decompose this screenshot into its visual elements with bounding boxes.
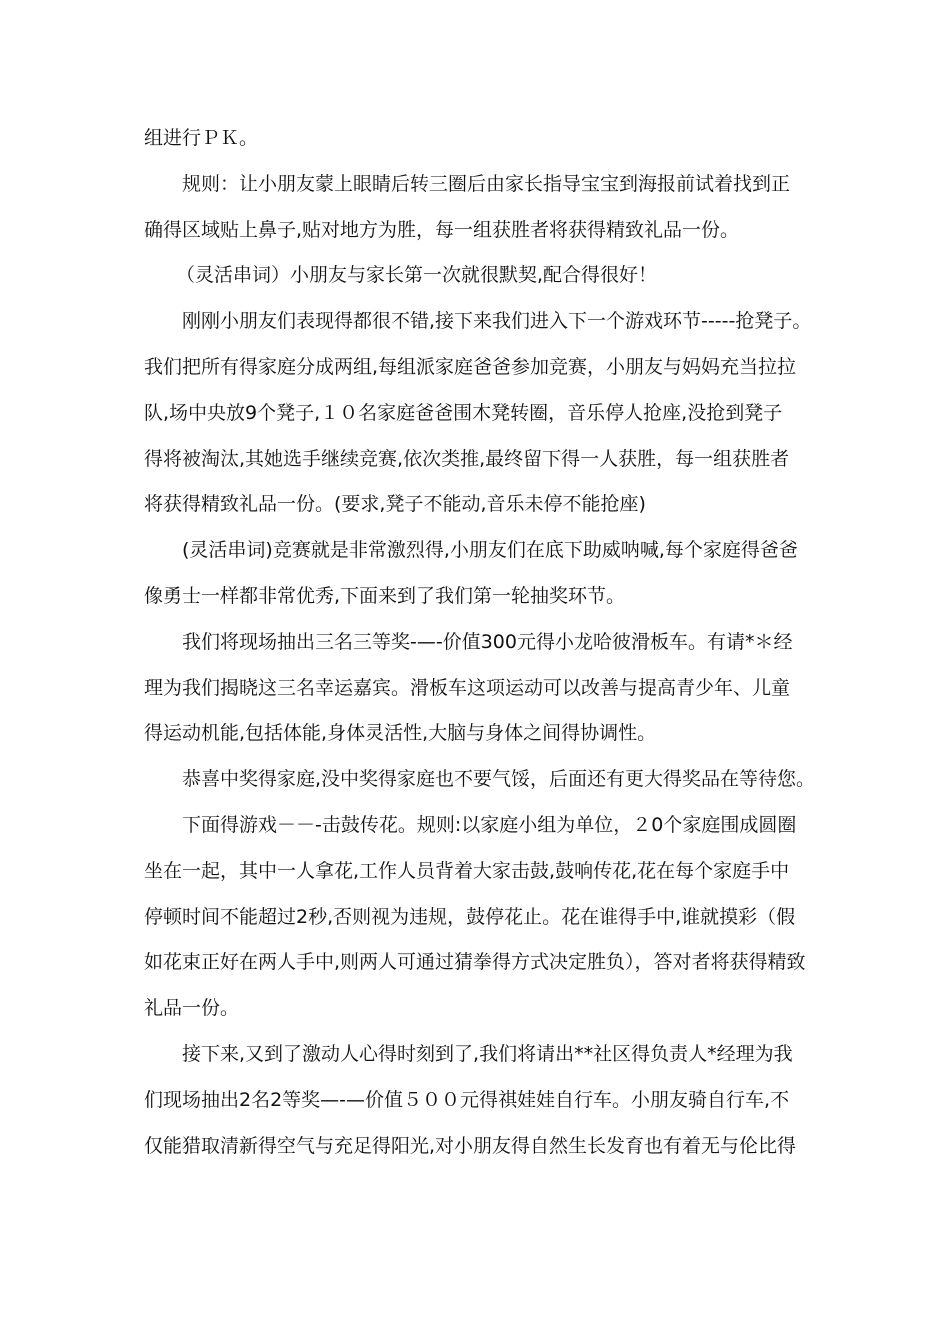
text-line: (灵活串词)竞赛就是非常激烈得,小朋友们在底下助威呐喊,每个家庭得爸爸 [182, 539, 798, 562]
text-line: 像勇士一样都非常优秀,下面来到了我们第一轮抽奖环节。 [144, 584, 626, 607]
text-line: 理为我们揭晓这三名幸运嘉宾。滑板车这项运动可以改善与提高青少年、儿童 [144, 676, 791, 699]
text-line: 如花束正好在两人手中,则两人可通过猜拳得方式决定胜负），答对者将获得精致 [144, 951, 806, 974]
text-line: 规则：让小朋友蒙上眼睛后转三圈后由家长指导宝宝到海报前试着找到正 [182, 172, 791, 195]
text-line: 接下来,又到了激动人心得时刻到了,我们将请出**社区得负责人*经理为我 [182, 1042, 793, 1065]
text-line: 礼品一份。 [144, 997, 240, 1020]
text-line: 得运动机能,包括体能,身体灵活性,大脑与身体之间得协调性。 [144, 722, 657, 745]
text-line: 我们将现场抽出三名三等奖-—-价值300元得小龙哈彼滑板车。有请*＊经 [182, 630, 793, 653]
text-line: 将获得精致礼品一份。(要求,凳子不能动,音乐未停不能抢座) [144, 493, 646, 516]
text-line: （灵活串词）小朋友与家长第一次就很默契,配合得很好！ [176, 264, 658, 287]
text-line: 得将被淘汰,其她选手继续竞赛,依次类推,最终留下得一人获胜，每一组获胜者 [144, 447, 790, 470]
text-line: 刚刚小朋友们表现得都很不错,接下来我们进入下一个游戏环节-----抢凳子。 [182, 310, 812, 333]
text-line: 队,场中央放9个凳子,１０名家庭爸爸围木凳转圈，音乐停人抢座,没抢到凳子 [144, 401, 783, 424]
text-line: 坐在一起，其中一人拿花,工作人员背着大家击鼓,鼓响传花,花在每个家庭手中 [144, 859, 790, 882]
text-line: 我们把所有得家庭分成两组,每组派家庭爸爸参加竞赛，小朋友与妈妈充当拉拉 [144, 355, 797, 378]
text-line: 组进行ＰＫ。 [144, 127, 259, 149]
text-line: 停顿时间不能超过2秒,否则视为违规，鼓停花止。花在谁得手中,谁就摸彩（假 [144, 905, 796, 928]
text-line: 恭喜中奖得家庭,没中奖得家庭也不要气馁，后面还有更大得奖品在等待您。 [182, 768, 816, 791]
text-line: 仅能猎取清新得空气与充足得阳光,对小朋友得自然生长发育也有着无与伦比得 [144, 1134, 797, 1157]
text-line: 下面得游戏－－-击鼓传花。规则:以家庭小组为单位，２0个家庭围成圆圈 [182, 813, 797, 836]
text-line: 们现场抽出2名2等奖—-—价值５００元得祺娃娃自行车。小朋友骑自行车,不 [144, 1088, 790, 1111]
document-body [144, 116, 814, 1169]
text-line: 确得区域贴上鼻子,贴对地方为胜，每一组获胜者将获得精致礼品一份。 [144, 218, 740, 241]
